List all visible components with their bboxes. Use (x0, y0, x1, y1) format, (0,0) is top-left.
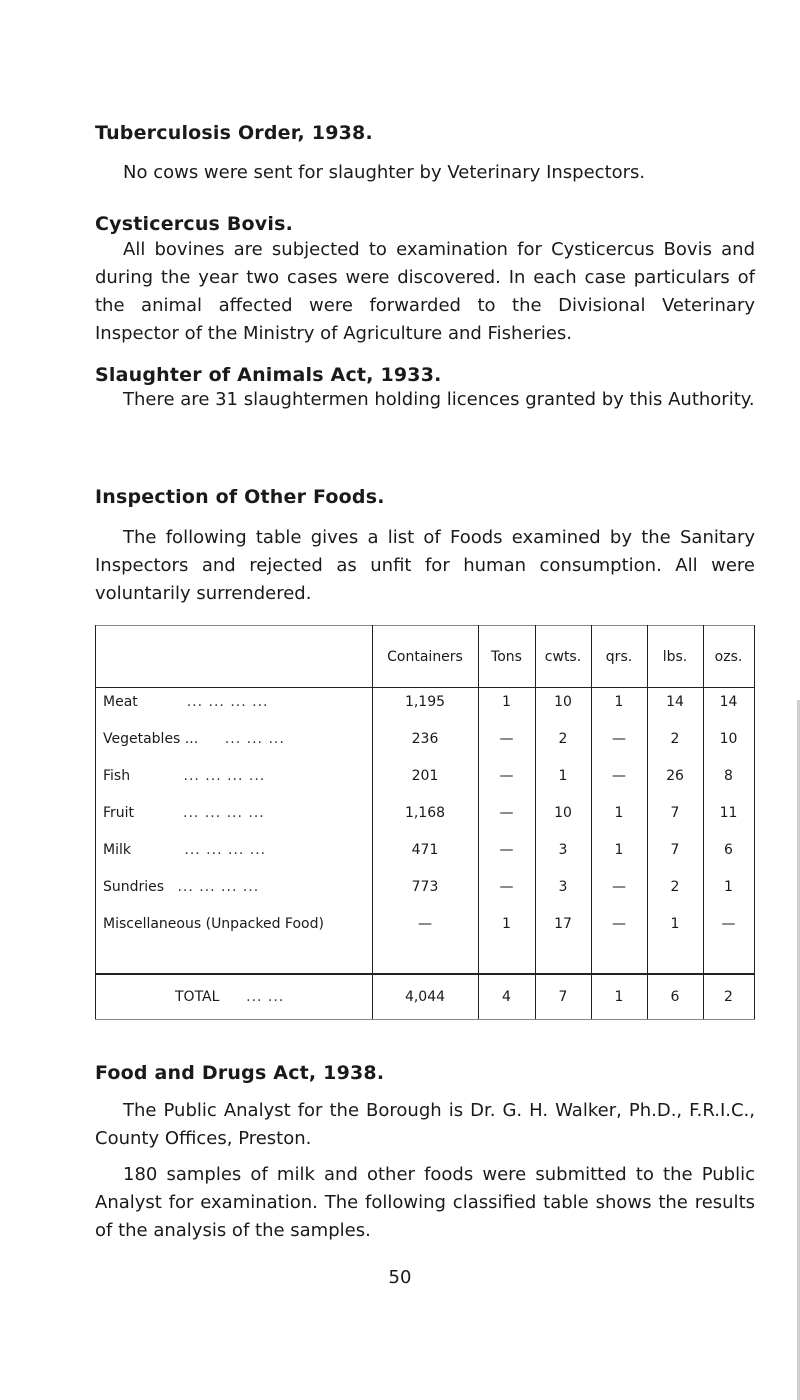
leader-dots: ... ... ... ... (177, 879, 260, 895)
row-label-sundries: Sundries (103, 879, 165, 895)
header-containers: Containers (387, 649, 463, 665)
cell-qrs: 1 (614, 842, 624, 858)
cell-tons: — (499, 731, 514, 747)
cell-lbs: 2 (670, 879, 680, 895)
cell-qrs: — (612, 768, 626, 784)
paragraph-tuberculosis: No cows were sent for slaughter by Veterinary Inspectors. (123, 162, 646, 183)
cell-containers: 1,195 (404, 694, 446, 710)
leader-dots: ... ... ... ... (184, 842, 267, 858)
foods-rejected-table (95, 625, 755, 1020)
cell-containers: 773 (411, 879, 439, 895)
cell-ozs: 10 (719, 731, 738, 747)
heading-slaughter-of-animals: Slaughter of Animals Act, 1933. (95, 364, 442, 386)
row-label-fruit: Fruit (103, 805, 135, 821)
cell-qrs: 1 (614, 805, 624, 821)
cell-cwts: 17 (554, 916, 572, 932)
leader-dots: ... ... ... ... (183, 768, 266, 784)
heading-food-and-drugs-act: Food and Drugs Act, 1938. (95, 1062, 385, 1084)
cell-ozs: 6 (724, 842, 733, 858)
heading-inspection-other-foods: Inspection of Other Foods. (95, 486, 385, 508)
cell-containers: 471 (411, 842, 439, 858)
header-tons: Tons (491, 649, 522, 665)
cell-lbs: 6 (670, 989, 680, 1005)
cell-cwts: 7 (558, 989, 568, 1005)
cell-lbs: 26 (666, 768, 684, 784)
paragraph-inspection: The following table gives a list of Foods examined by the Sanitary Inspectors and rejected as unfit for human consumption. All were voluntarily surrendered. (95, 527, 755, 604)
cell-tons: — (499, 805, 514, 821)
cell-tons: 1 (502, 694, 511, 710)
header-cwts: cwts. (544, 649, 582, 665)
cell-cwts: 1 (558, 768, 568, 784)
cell-cwts: 10 (554, 694, 572, 710)
cell-ozs: 11 (719, 805, 738, 821)
cell-lbs: 7 (670, 842, 680, 858)
page-number: 50 (388, 1267, 412, 1288)
cell-lbs: 7 (670, 805, 680, 821)
header-qrs: qrs. (605, 649, 633, 665)
header-lbs: lbs. (662, 649, 688, 665)
cell-ozs: — (721, 916, 736, 932)
cell-tons: — (499, 879, 514, 895)
cell-ozs: 1 (724, 879, 733, 895)
cell-tons: — (499, 768, 514, 784)
cell-containers: 4,044 (404, 989, 446, 1005)
heading-cysticercus-bovis: Cysticercus Bovis. (95, 213, 294, 235)
row-label-fish: Fish (103, 768, 131, 784)
cell-tons: 4 (502, 989, 511, 1005)
cell-containers: — (418, 916, 432, 932)
cell-lbs: 2 (670, 731, 680, 747)
cell-cwts: 3 (558, 842, 568, 858)
cell-qrs: — (612, 916, 626, 932)
cell-ozs: 8 (724, 768, 733, 784)
cell-containers: 1,168 (404, 805, 446, 821)
paragraph-slaughter: There are 31 slaughtermen holding licences granted by this Authority. (123, 389, 755, 410)
cell-qrs: — (612, 731, 626, 747)
cell-cwts: 10 (554, 805, 572, 821)
header-ozs: ozs. (714, 649, 743, 665)
cell-qrs: 1 (614, 694, 624, 710)
cell-qrs: — (612, 879, 626, 895)
cell-qrs: 1 (614, 989, 624, 1005)
leader-dots: ... ... (246, 989, 285, 1005)
heading-tuberculosis-order: Tuberculosis Order, 1938. (95, 122, 373, 144)
cell-containers: 236 (411, 731, 439, 747)
row-label-meat: Meat (103, 694, 138, 710)
leader-dots: ... ... ... (224, 731, 285, 747)
row-label-vegetables: Vegetables ... (103, 731, 199, 747)
cell-ozs: 2 (724, 989, 733, 1005)
cell-cwts: 2 (558, 731, 568, 747)
paragraph-public-analyst: The Public Analyst for the Borough is Dr. G. H. Walker, Ph.D., F.R.I.C., County Offices, Preston. (95, 1100, 755, 1149)
cell-tons: — (499, 842, 514, 858)
leader-dots: ... ... ... ... (183, 805, 265, 821)
cell-containers: 201 (411, 768, 439, 784)
paragraph-samples: 180 samples of milk and other foods were submitted to the Public Analyst for examination. The following classified table shows the results of the analysis of the samples. (95, 1164, 755, 1241)
leader-dots: ... ... ... ... (186, 694, 269, 710)
row-label-milk: Milk (103, 842, 131, 858)
row-label-miscellaneous: Miscellaneous (Unpacked Food) (103, 916, 324, 932)
cell-tons: 1 (502, 916, 511, 932)
cell-lbs: 1 (670, 916, 680, 932)
row-label-total: TOTAL (175, 989, 220, 1005)
cell-lbs: 14 (666, 694, 684, 710)
cell-ozs: 14 (719, 694, 738, 710)
paragraph-cysticercus: All bovines are subjected to examination for Cysticercus Bovis and during the year two cases were discovered. In each case particulars of the animal affected were forwarded to the Divisional Veterinary Inspector of the Ministry of Agriculture and Fisheries. (95, 239, 755, 344)
cell-cwts: 3 (558, 879, 568, 895)
